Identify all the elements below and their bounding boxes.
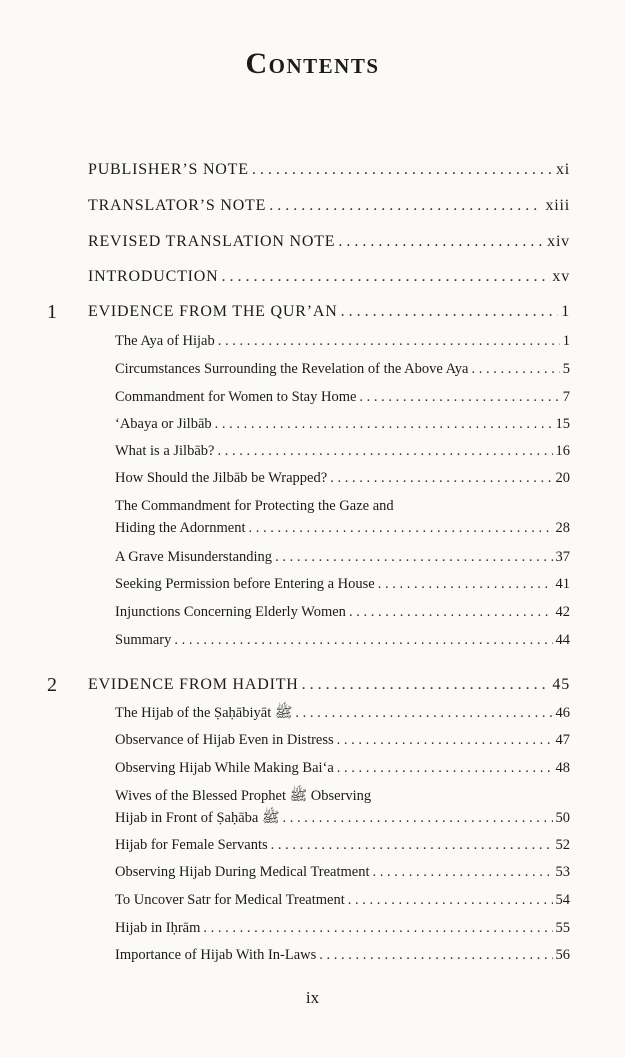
toc-section[interactable] xyxy=(115,632,570,649)
toc-section[interactable] xyxy=(115,760,570,777)
section-title: ‘Abaya or Jilbāb xyxy=(115,416,212,432)
toc-entry-revised-translation-note[interactable] xyxy=(88,233,570,251)
dot-leader xyxy=(249,520,553,537)
toc-section[interactable] xyxy=(115,416,570,433)
dot-leader xyxy=(341,303,559,321)
section-page: 15 xyxy=(555,416,570,432)
toc-chapter-1[interactable] xyxy=(88,303,570,321)
toc-section[interactable] xyxy=(115,864,570,881)
dot-leader xyxy=(217,443,552,460)
entry-title: INTRODUCTION xyxy=(88,268,219,285)
section-page: 50 xyxy=(555,810,570,826)
section-page: 20 xyxy=(555,470,570,486)
section-page: 52 xyxy=(555,837,570,853)
dot-leader xyxy=(271,837,553,854)
section-page: 56 xyxy=(555,947,570,963)
section-title-line1: Wives of the Blessed Prophet ﷺ Observing xyxy=(115,788,372,804)
entry-page: xiii xyxy=(545,197,570,214)
section-page: 47 xyxy=(555,732,570,748)
dot-leader xyxy=(174,632,552,649)
dot-leader xyxy=(349,604,553,621)
toc-section[interactable] xyxy=(115,333,570,350)
dot-leader xyxy=(252,161,553,179)
section-title: Summary xyxy=(115,632,172,648)
chapter-page: 45 xyxy=(552,676,570,693)
toc-section[interactable] xyxy=(115,470,570,487)
section-title: What is a Jilbāb? xyxy=(115,443,215,459)
section-title: Injunctions Concerning Elderly Women xyxy=(115,604,346,620)
entry-page: xiv xyxy=(547,233,570,250)
toc-entry-publishers-note[interactable] xyxy=(88,161,570,179)
dot-leader xyxy=(338,233,544,251)
section-title: Hijab in Front of Ṣaḥāba ﷺ xyxy=(115,810,280,826)
chapter-number: 1 xyxy=(47,301,57,323)
dot-leader xyxy=(319,947,552,964)
section-page: 42 xyxy=(555,604,570,620)
toc-entry-introduction[interactable] xyxy=(88,268,570,286)
entry-page: xi xyxy=(555,161,570,178)
toc-section[interactable] xyxy=(115,892,570,909)
section-title: Observance of Hijab Even in Distress xyxy=(115,732,334,748)
chapter-page: 1 xyxy=(561,303,570,320)
section-page: 16 xyxy=(555,443,570,459)
section-title: Commandment for Women to Stay Home xyxy=(115,389,357,405)
dot-leader xyxy=(302,676,550,694)
section-title: Observing Hijab While Making Bai‘a xyxy=(115,760,334,776)
dot-leader xyxy=(378,576,553,593)
toc-section-first-line[interactable] xyxy=(115,498,570,515)
section-title: Hijab in Iḥrām xyxy=(115,920,201,936)
section-page: 55 xyxy=(555,920,570,936)
dot-leader xyxy=(337,760,553,777)
dot-leader xyxy=(221,268,549,286)
section-title: Importance of Hijab With In-Laws xyxy=(115,947,317,963)
dot-leader xyxy=(337,732,553,749)
toc-section[interactable] xyxy=(115,809,570,830)
toc-section[interactable] xyxy=(115,732,570,749)
toc-entry-translators-note[interactable] xyxy=(88,197,570,215)
section-page: 5 xyxy=(562,361,570,377)
section-page: 54 xyxy=(555,892,570,908)
dot-leader xyxy=(295,705,552,722)
dot-leader xyxy=(269,197,542,215)
dot-leader xyxy=(330,470,552,487)
toc-section[interactable] xyxy=(115,920,570,937)
section-page: 7 xyxy=(562,389,570,405)
section-page: 41 xyxy=(555,576,570,592)
section-title: The Hijab of the Ṣaḥābiyāt ﷺ xyxy=(115,705,293,721)
toc-section[interactable] xyxy=(115,389,570,406)
dot-leader xyxy=(275,549,552,566)
section-title: Hiding the Adornment xyxy=(115,520,246,536)
toc-section[interactable] xyxy=(115,704,570,725)
toc-section[interactable] xyxy=(115,576,570,593)
section-page: 37 xyxy=(555,549,570,565)
page-number: ix xyxy=(305,988,320,1007)
toc-section[interactable] xyxy=(115,520,570,537)
toc-section[interactable] xyxy=(115,837,570,854)
toc-section[interactable] xyxy=(115,947,570,964)
toc-section[interactable] xyxy=(115,361,570,378)
entry-title: PUBLISHER’S NOTE xyxy=(88,161,249,178)
section-title: Observing Hijab During Medical Treatment xyxy=(115,864,370,880)
toc-section[interactable] xyxy=(115,443,570,460)
entry-title: TRANSLATOR’S NOTE xyxy=(88,197,267,214)
dot-leader xyxy=(373,864,553,881)
dot-leader xyxy=(215,416,553,433)
section-page: 46 xyxy=(555,705,570,721)
dot-leader xyxy=(348,892,553,909)
toc-section[interactable] xyxy=(115,604,570,621)
section-title: Seeking Permission before Entering a House xyxy=(115,576,375,592)
section-title: Circumstances Surrounding the Revelation of the Above Aya xyxy=(115,361,469,377)
section-page: 53 xyxy=(555,864,570,880)
section-page: 44 xyxy=(555,632,570,648)
dot-leader xyxy=(359,389,559,406)
dot-leader xyxy=(283,810,553,827)
section-page: 1 xyxy=(562,333,570,349)
section-title: Hijab for Female Servants xyxy=(115,837,268,853)
toc-section-first-line[interactable] xyxy=(115,787,570,808)
chapter-number: 2 xyxy=(47,674,57,696)
section-title: The Aya of Hijab xyxy=(115,333,215,349)
toc-chapter-2[interactable] xyxy=(88,676,570,694)
section-title-line1: The Commandment for Protecting the Gaze and xyxy=(115,498,394,514)
section-title: How Should the Jilbāb be Wrapped? xyxy=(115,470,328,486)
dot-leader xyxy=(203,920,552,937)
dot-leader xyxy=(471,361,559,378)
dot-leader xyxy=(218,333,560,350)
section-title: A Grave Misunderstanding xyxy=(115,549,273,565)
toc-section[interactable] xyxy=(115,549,570,566)
chapter-title: EVIDENCE FROM THE QUR’AN xyxy=(88,303,338,320)
page-title: Contents xyxy=(245,47,380,80)
chapter-title: EVIDENCE FROM HADITH xyxy=(88,676,299,693)
entry-page: xv xyxy=(552,268,570,285)
entry-title: REVISED TRANSLATION NOTE xyxy=(88,233,336,250)
section-page: 48 xyxy=(555,760,570,776)
section-title: To Uncover Satr for Medical Treatment xyxy=(115,892,345,908)
section-page: 28 xyxy=(555,520,570,536)
